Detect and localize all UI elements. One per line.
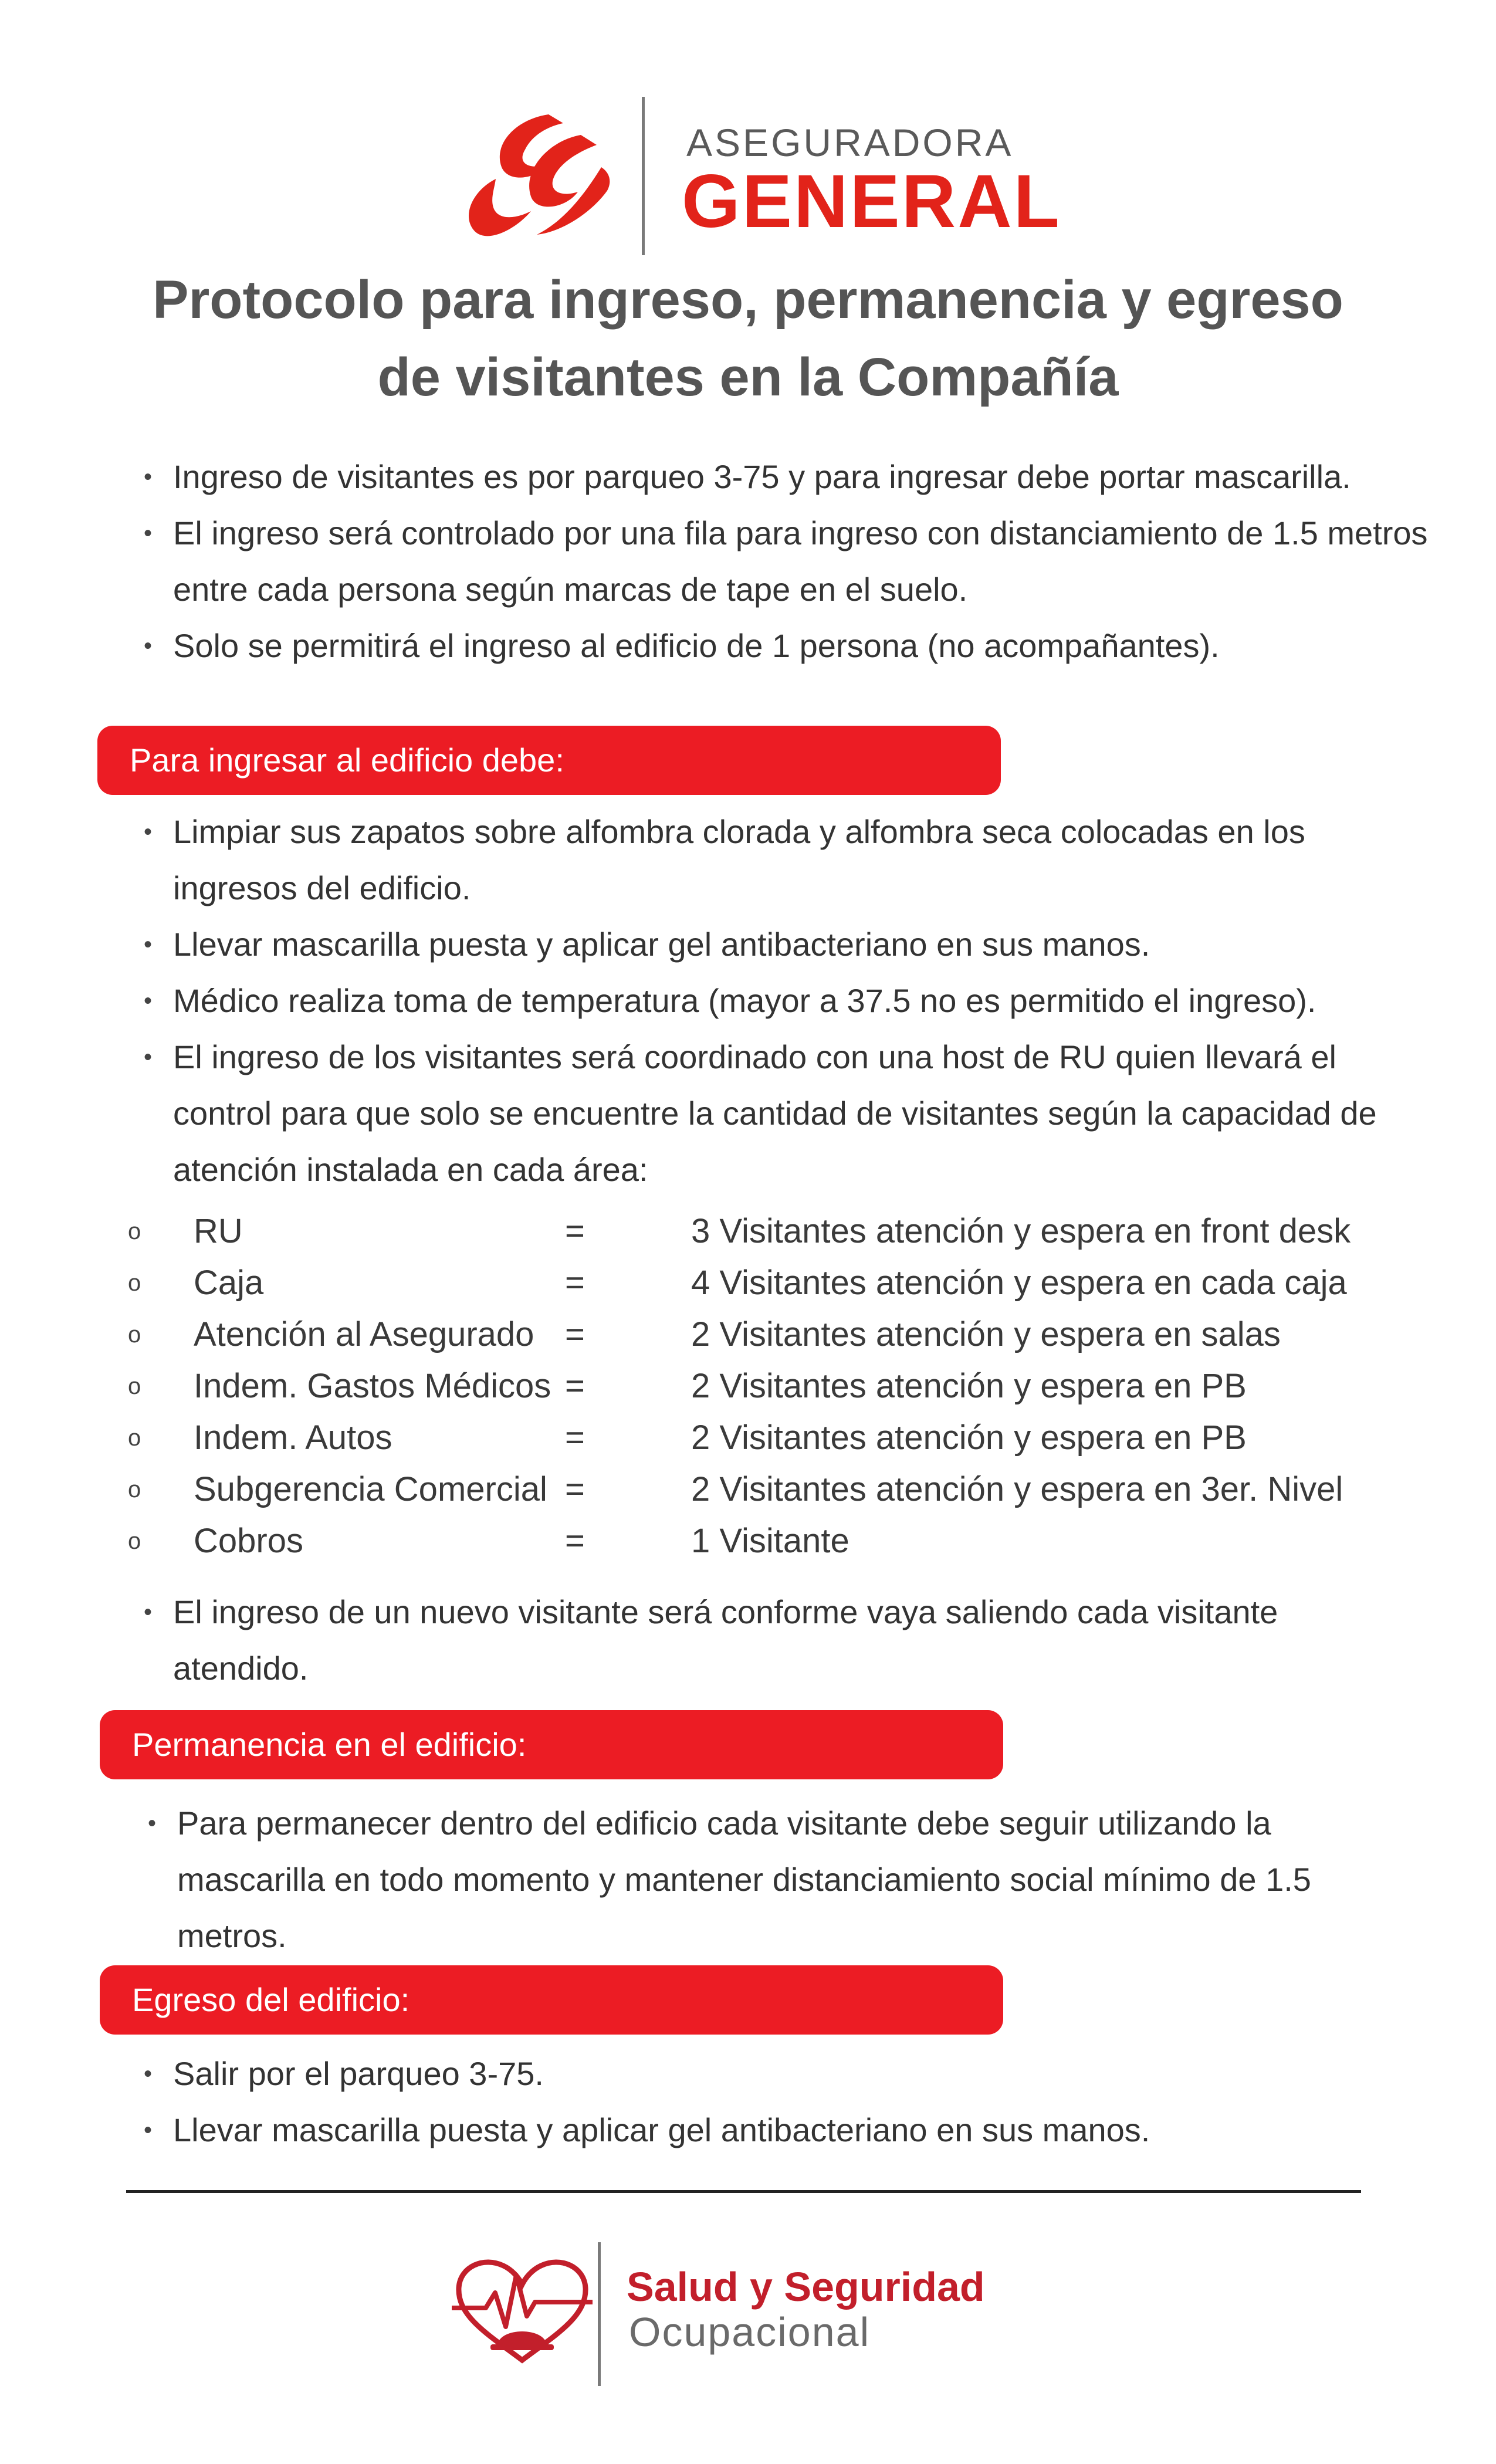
bullet-icon: • (144, 932, 153, 957)
list-item: • El ingreso será controlado por una fila para ingreso con distanciamiento de 1.5 metros entre cada persona según marcas de tape en el suelo. (144, 505, 1446, 618)
circle-bullet-icon: o (128, 1322, 141, 1348)
capacity-equals: = (565, 1264, 585, 1302)
brand-logo-icon (461, 109, 616, 241)
capacity-row (128, 1206, 1448, 1257)
capacity-table (128, 1206, 1448, 1567)
circle-bullet-icon: o (128, 1477, 141, 1502)
footer-divider-line (126, 2190, 1361, 2193)
permanencia-list (148, 1795, 1409, 1964)
capacity-area: RU (194, 1212, 243, 1250)
list-item: • Limpiar sus zapatos sobre alfombra clorada y alfombra seca colocadas en los ingresos del edificio. (144, 804, 1420, 916)
capacity-value: 2 Visitantes atención y espera en PB (691, 1419, 1247, 1457)
bullet-icon: • (144, 520, 153, 546)
capacity-value: 2 Visitantes atención y espera en PB (691, 1367, 1247, 1405)
brand-top-text: ASEGURADORA (686, 121, 1014, 164)
capacity-value: 1 Visitante (691, 1522, 849, 1560)
capacity-equals: = (565, 1212, 585, 1250)
capacity-equals: = (565, 1470, 585, 1508)
bullet-icon: • (144, 464, 153, 490)
bullet-icon: • (144, 2061, 153, 2087)
footer-logo-divider (598, 2242, 601, 2386)
capacity-row (128, 1412, 1448, 1464)
capacity-value: 4 Visitantes atención y espera en cada caja (691, 1264, 1347, 1302)
list-item: • Salir por el parqueo 3-75. (144, 2046, 1405, 2102)
capacity-area: Atención al Asegurado (194, 1315, 534, 1353)
capacity-row (128, 1257, 1448, 1309)
list-item: • Médico realiza toma de temperatura (mayor a 37.5 no es permitido el ingreso). (144, 973, 1420, 1029)
bullet-icon: • (144, 1599, 153, 1625)
circle-bullet-icon: o (128, 1219, 141, 1244)
bullet-icon: • (144, 2117, 153, 2143)
list-item: • Llevar mascarilla puesta y aplicar gel antibacteriano en sus manos. (144, 2102, 1405, 2158)
list-item: • Solo se permitirá el ingreso al edificio de 1 persona (no acompañantes). (144, 618, 1446, 674)
list-item: • El ingreso de un nuevo visitante será conforme vaya saliendo cada visitante atendido. (144, 1584, 1405, 1697)
circle-bullet-icon: o (128, 1425, 141, 1451)
capacity-equals: = (565, 1367, 585, 1405)
bullet-icon: • (148, 1810, 157, 1836)
list-item: • Ingreso de visitantes es por parqueo 3-75 y para ingresar debe portar mascarilla. (144, 449, 1446, 505)
capacity-row (128, 1515, 1448, 1567)
capacity-equals: = (565, 1522, 585, 1560)
circle-bullet-icon: o (128, 1270, 141, 1296)
bullet-icon: • (144, 988, 153, 1014)
intro-list (144, 449, 1446, 674)
bullet-icon: • (144, 819, 153, 845)
ingresar-after-list (144, 1584, 1405, 1697)
section-header-egreso: Egreso del edificio: (100, 1965, 1003, 2035)
page-title (0, 261, 1496, 416)
footer-subtitle: Ocupacional (629, 2309, 871, 2355)
circle-bullet-icon: o (128, 1373, 141, 1399)
ingresar-list (144, 804, 1420, 1198)
bullet-icon: • (144, 633, 153, 659)
capacity-area: Indem. Autos (194, 1419, 392, 1457)
brand-main-text: GENERAL (682, 160, 1061, 243)
capacity-equals: = (565, 1419, 585, 1457)
capacity-row (128, 1360, 1448, 1412)
bullet-icon: • (144, 1044, 153, 1070)
heart-pulse-helmet-icon (452, 2252, 593, 2369)
capacity-value: 2 Visitantes atención y espera en salas (691, 1315, 1281, 1353)
capacity-equals: = (565, 1315, 585, 1353)
circle-bullet-icon: o (128, 1528, 141, 1554)
footer-title: Salud y Seguridad (627, 2264, 985, 2310)
capacity-value: 3 Visitantes atención y espera en front desk (691, 1212, 1351, 1250)
capacity-value: 2 Visitantes atención y espera en 3er. Nivel (691, 1470, 1343, 1508)
list-item: • Para permanecer dentro del edificio cada visitante debe seguir utilizando la mascarilla en todo momento y mantener distanciamiento social mínimo de 1.5 metros. (148, 1795, 1409, 1964)
capacity-area: Cobros (194, 1522, 303, 1560)
list-item: • El ingreso de los visitantes será coordinado con una host de RU quien llevará el control para que solo se encuentre la cantidad de visitantes según la capacidad de atención instalada en cada área: (144, 1029, 1420, 1198)
capacity-row (128, 1309, 1448, 1360)
section-header-ingresar: Para ingresar al edificio debe: (97, 726, 1001, 795)
page-title-line-2: de visitantes en la Compañía (377, 347, 1119, 407)
section-header-permanencia: Permanencia en el edificio: (100, 1710, 1003, 1779)
egreso-list (144, 2046, 1405, 2158)
capacity-area: Subgerencia Comercial (194, 1470, 547, 1508)
capacity-area: Indem. Gastos Médicos (194, 1367, 551, 1405)
logo-divider (642, 97, 645, 255)
page-title-line-1: Protocolo para ingreso, permanencia y egreso (153, 270, 1343, 330)
capacity-row (128, 1464, 1448, 1515)
capacity-area: Caja (194, 1264, 264, 1302)
list-item: • Llevar mascarilla puesta y aplicar gel antibacteriano en sus manos. (144, 916, 1420, 973)
